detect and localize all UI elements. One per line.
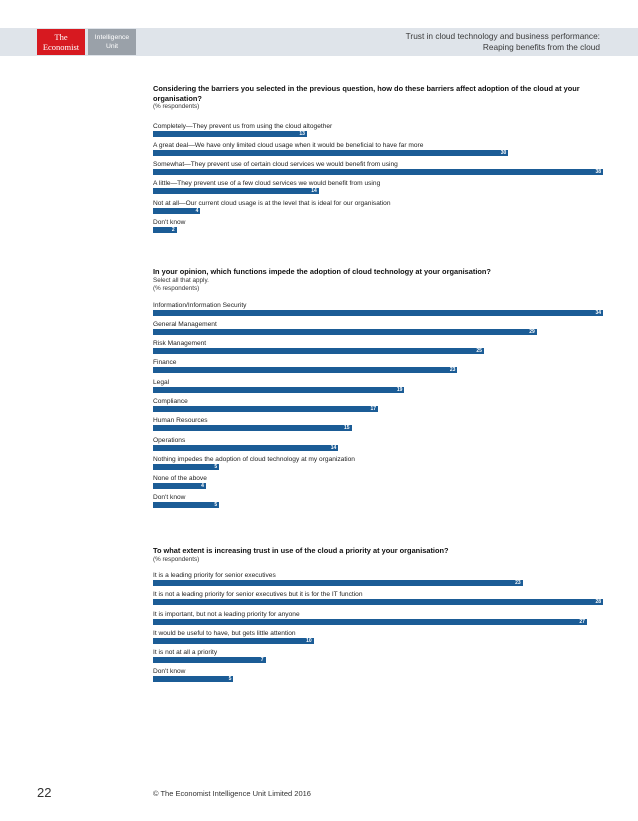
bar [153, 387, 404, 393]
bar [153, 483, 206, 489]
bar-label: Don't know [153, 494, 186, 502]
bar [153, 599, 603, 605]
bar-label: It would be useful to have, but gets little attention [153, 629, 296, 637]
bar-row [153, 358, 603, 377]
bar-label: Finance [153, 359, 177, 367]
bar-row [153, 667, 603, 686]
bar [153, 227, 177, 233]
bar [153, 406, 378, 412]
bar [153, 329, 537, 335]
bar-label: Compliance [153, 397, 188, 405]
bar-label: It is important, but not a leading priority for anyone [153, 610, 300, 618]
bar-row [153, 474, 603, 493]
bar-value-label: 5 [214, 463, 218, 470]
bar-label: Somewhat—They prevent use of certain cloud services we would benefit from using [153, 161, 398, 169]
bar-value-label: 19 [396, 386, 403, 393]
bar-row [153, 455, 603, 474]
bar [153, 169, 603, 175]
bar-value-label: 4 [195, 207, 199, 214]
bar-row [153, 378, 603, 397]
bar-value-label: 29 [529, 328, 535, 335]
bar [153, 188, 319, 194]
bar-value-label: 23 [515, 580, 521, 586]
bar [153, 638, 314, 644]
bar-row [153, 199, 603, 218]
bar-value-label: 2 [171, 226, 175, 233]
bar [153, 310, 603, 316]
report-title-line2: Reaping benefits from the cloud [482, 42, 600, 52]
bar-row [153, 320, 603, 339]
bar-value-label: 10 [306, 637, 312, 644]
bar-row [153, 301, 603, 320]
bar [153, 150, 508, 156]
chart-note: (% respondents) [153, 103, 200, 110]
bar-label: Nothing impedes the adoption of cloud technology at my organization [153, 455, 355, 463]
bar-value-label: 4 [201, 483, 204, 490]
bar-value-label: 5 [214, 502, 218, 509]
economist-logo-line1: The [54, 32, 68, 42]
chart-subtitle: Select all that apply. [153, 276, 209, 284]
bar-label: Information/Information Security [153, 301, 247, 309]
chart-trust-priority [153, 546, 603, 687]
bar-label: Operations [153, 436, 186, 444]
bar [153, 445, 338, 451]
report-title [406, 31, 600, 53]
eiu-logo [88, 29, 136, 55]
bar-label: Legal [153, 378, 170, 386]
bar-value-label: 5 [228, 676, 232, 683]
chart-impeding-functions [153, 267, 603, 513]
bar-label: A great deal—We have only limited cloud usage when it would be beneficial to have far more [153, 141, 424, 149]
bar-row [153, 493, 603, 512]
bar-row [153, 179, 603, 198]
bar-value-label: 30 [500, 149, 507, 156]
bar-value-label: 14 [311, 188, 317, 195]
bar-value-label: 14 [330, 444, 337, 451]
report-title-line1: Trust in cloud technology and business performance: [405, 31, 600, 41]
bar [153, 131, 307, 137]
bar [153, 464, 219, 470]
page-number: 22 [37, 785, 52, 800]
bar-label: Don't know [153, 218, 186, 226]
copyright: © The Economist Intelligence Unit Limited 2016 [153, 789, 311, 798]
bar [153, 502, 219, 508]
bar [153, 425, 352, 431]
bar-row [153, 397, 603, 416]
bar-row [153, 436, 603, 455]
bar-label: It is a leading priority for senior executives [153, 572, 276, 579]
bar-label: It is not a leading priority for senior executives but it is for the IT function [153, 591, 363, 599]
bar-value-label: 25 [476, 348, 482, 355]
bar [153, 657, 266, 663]
bar-row [153, 160, 603, 179]
bar-label: Not at all—Our current cloud usage is at the level that is ideal for our organisation [153, 199, 391, 207]
economist-logo [37, 29, 85, 55]
chart-title: Considering the barriers you selected in the previous question, how do these barriers affect adoption of the cloud at your organisation? [153, 84, 580, 103]
bar-row [153, 648, 603, 667]
chart-bars [153, 301, 603, 513]
bar-row [153, 590, 603, 609]
bar-label: General Management [153, 320, 217, 328]
chart-bars [153, 571, 603, 687]
bar-label: A little—They prevent use of a few cloud services we would benefit from using [153, 180, 381, 188]
bar-row [153, 339, 603, 358]
bar [153, 367, 457, 373]
bar-label: Don't know [153, 668, 186, 676]
bar-value-label: 34 [595, 309, 601, 316]
bar-value-label: 13 [299, 130, 305, 137]
bar-row [153, 610, 603, 629]
bar [153, 580, 523, 586]
bar-label: None of the above [153, 475, 207, 483]
bar-row [153, 122, 603, 141]
bar [153, 208, 200, 214]
bar [153, 619, 587, 625]
chart-barrier-effect [153, 84, 603, 237]
bar-row [153, 571, 603, 590]
chart-title: To what extent is increasing trust in use of the cloud a priority at your organisation? [153, 546, 449, 555]
chart-title: In your opinion, which functions impede the adoption of cloud technology at your organisation? [153, 267, 491, 276]
chart-note: (% respondents) [153, 555, 200, 563]
bar-value-label: 38 [595, 169, 601, 176]
bar-value-label: 15 [343, 425, 350, 432]
chart-bars [153, 122, 603, 238]
bar-value-label: 28 [595, 599, 601, 606]
chart-note: (% respondents) [153, 285, 200, 292]
bar-value-label: 7 [260, 657, 264, 664]
bar-label: It is not at all a priority [153, 649, 218, 657]
bar-label: Risk Management [153, 340, 207, 348]
bar-value-label: 17 [370, 405, 376, 412]
bar-label: Human Resources [153, 417, 208, 425]
bar [153, 676, 233, 682]
economist-logo-line2: Economist [42, 42, 80, 52]
bar-row [153, 141, 603, 160]
bar-row [153, 218, 603, 237]
bar-row [153, 629, 603, 648]
eiu-logo-line1: Intelligence [94, 34, 130, 41]
bar [153, 348, 484, 354]
eiu-logo-line2: Unit [105, 43, 119, 50]
bar-value-label: 23 [449, 367, 456, 374]
bar-value-label: 27 [579, 618, 585, 625]
bar-row [153, 416, 603, 435]
bar-label: Completely—They prevent us from using the cloud altogether [153, 122, 333, 130]
